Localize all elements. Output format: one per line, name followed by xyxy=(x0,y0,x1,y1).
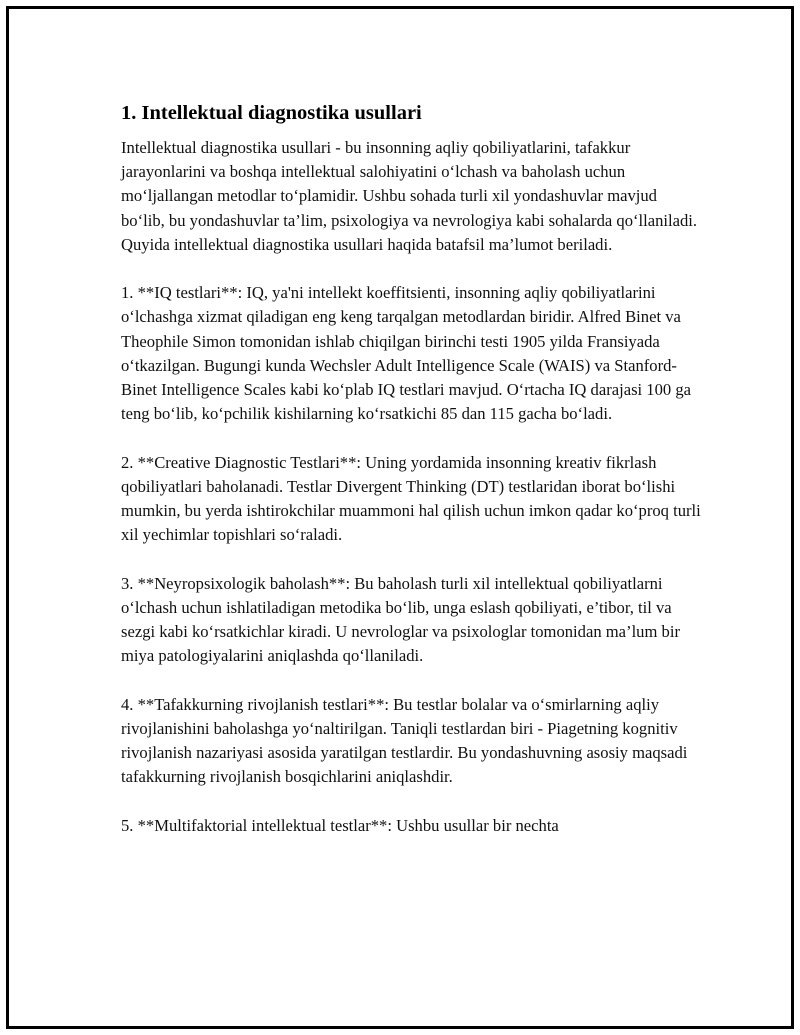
iq-tests-paragraph: 1. **IQ testlari**: IQ, ya'ni intellekt koeffitsienti, insonning aqliy qobiliyatlarini o‘lchashga xizmat qiladigan eng keng tarqalgan metodlardan biridir. Alfred Binet va Theophile Simon tomonidan ishlab chiqilgan birinchi testi 1905 yilda Fransiyada o‘tkazilgan. Bugungi kunda Wechsler Adult Intelligence Scale (WAIS) va Stanford-Binet Intelligence Scales kabi ko‘plab IQ testlari mavjud. O‘rtacha IQ darajasi 100 ga teng bo‘lib, ko‘pchilik kishilarning ko‘rsatkichi 85 dan 115 gacha bo‘ladi. xyxy=(121,283,691,424)
section-title: 1. Intellektual diagnostika usullari xyxy=(121,102,422,124)
multifactorial-paragraph: 5. **Multifaktorial intellektual testlar**: Ushbu usullar bir nechta xyxy=(121,815,559,835)
thinking-development-paragraph: 4. **Tafakkurning rivojlanish testlari**: Bu testlar bolalar va o‘smirlarning aqliy rivojlanishini baholashga yo‘naltirilgan. Taniqli testlardan biri - Piagetning kognitiv rivojlanish nazariyasi asosida yaratilgan testlardir. Bu yondashuvning asosiy maqsadi tafakkurning rivojlanish bosqichlarini aniqlashdir. xyxy=(121,694,688,787)
neuropsych-paragraph: 3. **Neyropsixologik baholash**: Bu baholash turli xil intellektual qobiliyatlarni o‘lchash uchun ishlatiladigan metodika bo‘lib, unga eslash qobiliyati, e’tibor, til va sezgi kabi ko‘rsatkichlar kiradi. U nevrologlar va psixologlar tomonidan ma’lum bir miya patologiyalarini aniqlashda qo‘llaniladi. xyxy=(121,573,680,666)
creative-tests-paragraph: 2. **Creative Diagnostic Testlari**: Uning yordamida insonning kreativ fikrlash qobiliyatlari baholanadi. Testlar Divergent Thinking (DT) testlaridan iborat bo‘lishi mumkin, bu yerda ishtirokchilar muammoni hal qilish uchun imkon qadar ko‘proq turli xil yechimlar topishlari so‘raladi. xyxy=(121,452,701,545)
document-page xyxy=(6,6,794,1029)
intro-paragraph: Intellektual diagnostika usullari - bu insonning aqliy qobiliyatlarini, tafakkur jarayonlarini va boshqa intellektual salohiyatini o‘lchash va baholash uchun mo‘ljallangan metodlar to‘plamidir. Ushbu sohada turli xil yondashuvlar mavjud bo‘lib, bu yondashuvlar ta’lim, psixologiya va nevrologiya kabi sohalarda qo‘llaniladi. Quyida intellektual diagnostika usullari haqida batafsil ma’lumot beriladi. xyxy=(121,138,698,254)
document-content xyxy=(121,100,701,862)
